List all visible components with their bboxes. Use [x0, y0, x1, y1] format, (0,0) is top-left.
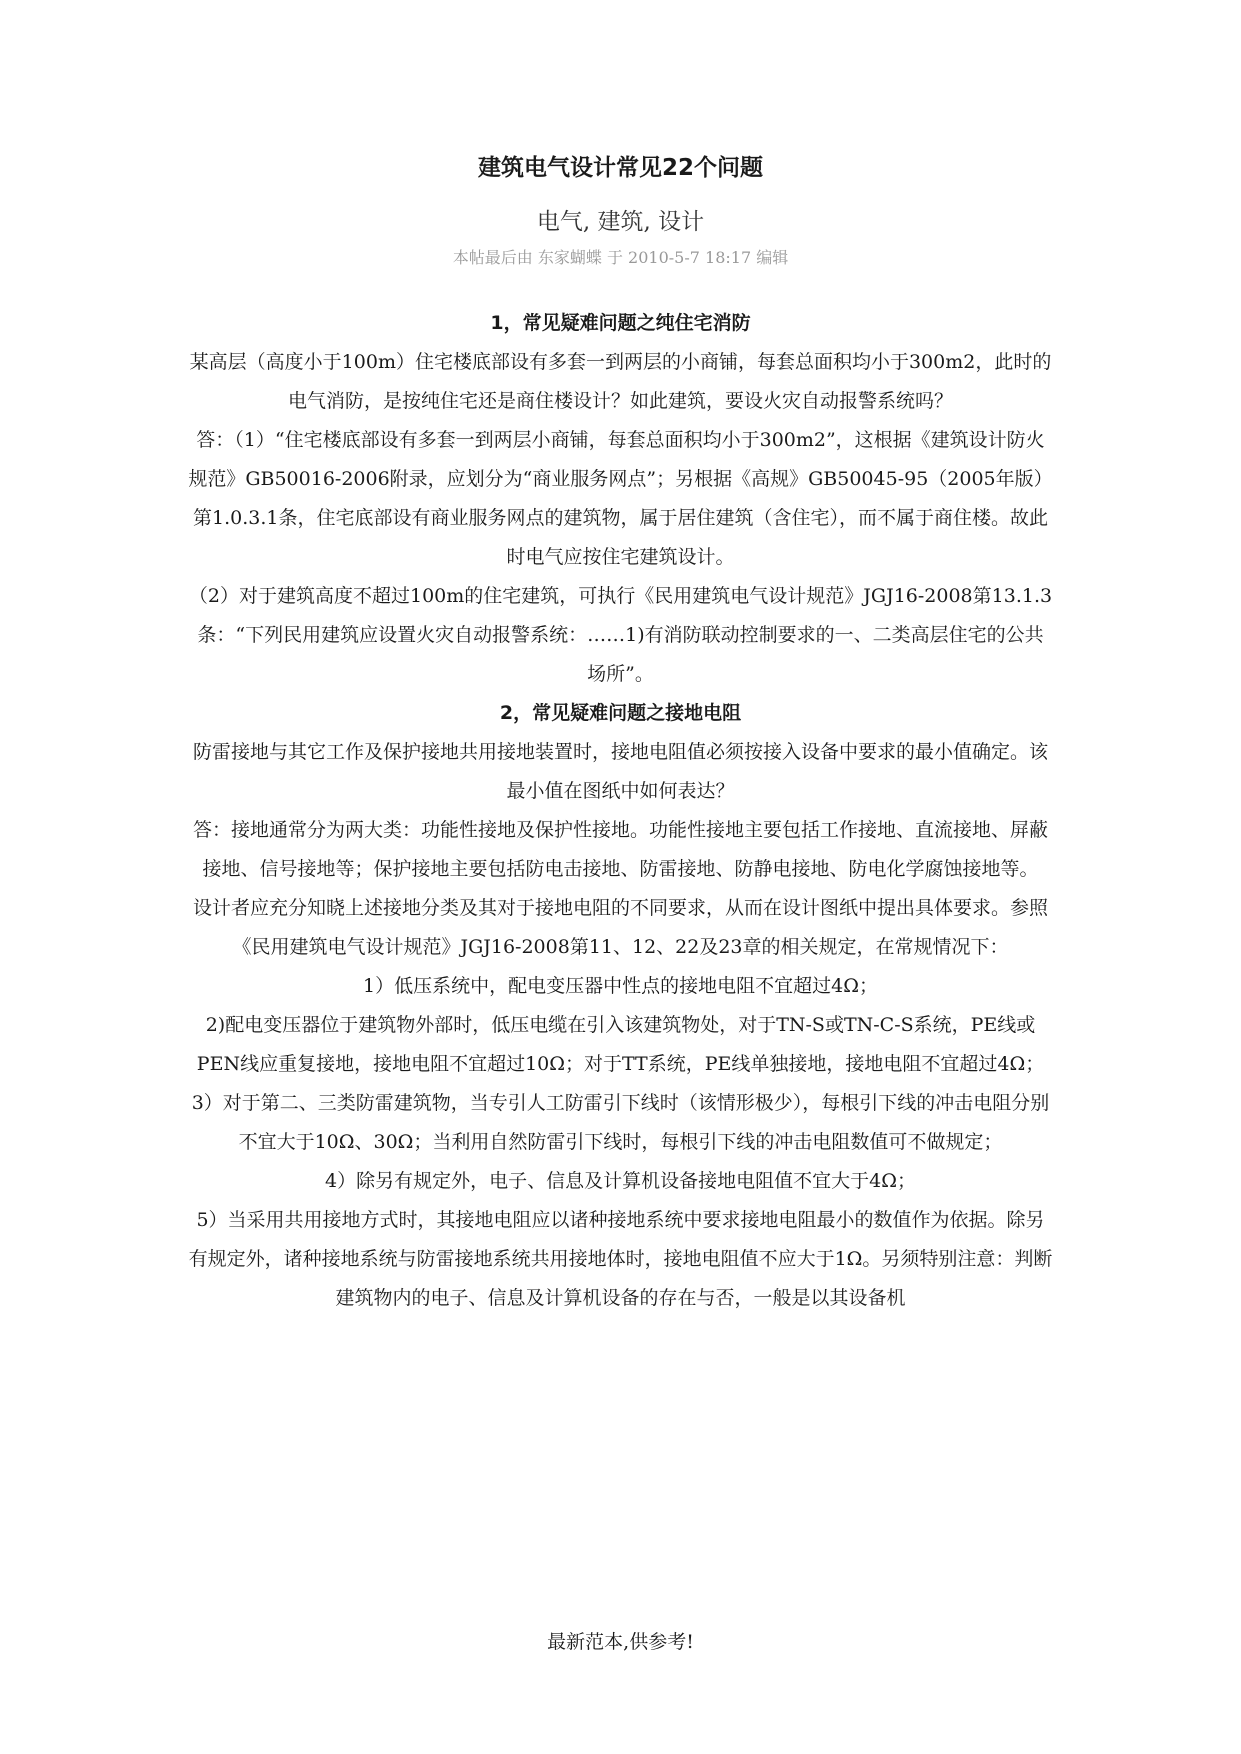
paragraph: （2）对于建筑高度不超过100m的住宅建筑，可执行《民用建筑电气设计规范》JGJ16-2008第13.1.3条：“下列民用建筑应设置火灾自动报警系统：……1)有消防联动控制要求的一、二类高层住宅的公共场所”。	[188, 585, 1053, 685]
paragraph: 设计者应充分知晓上述接地分类及其对于接地电阻的不同要求，从而在设计图纸中提出具体要求。参照《民用建筑电气设计规范》JGJ16-2008第11、12、22及23章的相关规定，在常规情况下：	[192, 897, 1048, 958]
paragraph: 某高层（高度小于100m）住宅楼底部设有多套一到两层的小商铺，每套总面积均小于300m2，此时的电气消防，是按纯住宅还是商住楼设计？如此建筑，要设火灾自动报警系统吗？	[189, 351, 1052, 412]
tag-list: 电气, 建筑, 设计	[536, 209, 705, 235]
edit-meta: 本帖最后由 东家蝴蝶 于 2010-5-7 18:17 编辑	[452, 248, 789, 267]
paragraph: 答：接地通常分为两大类：功能性接地及保护性接地。功能性接地主要包括工作接地、直流接地、屏蔽接地、信号接地等；保护接地主要包括防电击接地、防雷接地、防静电接地、防电化学腐蚀接地等。	[192, 819, 1048, 880]
paragraph: 4）除另有规定外，电子、信息及计算机设备接地电阻值不宜大于4Ω；	[325, 1170, 916, 1192]
page-footer: 最新范本,供参考!	[547, 1631, 694, 1653]
paragraph: 3）对于第二、三类防雷建筑物，当专引人工防雷引下线时（该情形极少），每根引下线的冲击电阻分别不宜大于10Ω、30Ω；当利用自然防雷引下线时，每根引下线的冲击电阻数值可不做规定；	[191, 1092, 1050, 1153]
section-fire-protection	[188, 304, 1053, 694]
document-title: 建筑电气设计常见22个问题	[477, 155, 763, 181]
paragraph: 2)配电变压器位于建筑物外部时，低压电缆在引入该建筑物处，对于TN-S或TN-C-S系统，PE线或PEN线应重复接地，接地电阻不宜超过10Ω；对于TT系统，PE线单独接地，接地电阻不宜超过4Ω；	[196, 1014, 1045, 1075]
document-body	[188, 148, 1053, 1318]
paragraph: 答：（1）“住宅楼底部设有多套一到两层小商铺，每套总面积均小于300m2”，这根据《建筑设计防火规范》GB50016-2006附录，应划分为“商业服务网点”；另根据《高规》GB50045-95（2005年版）第1.0.3.1条，住宅底部设有商业服务网点的建筑物，属于居住建筑（含住宅），而不属于商住楼。故此时电气应按住宅建筑设计。	[188, 429, 1053, 568]
section-title: 1，常见疑难问题之纯住宅消防	[490, 312, 751, 334]
paragraph: 防雷接地与其它工作及保护接地共用接地装置时，接地电阻值必须按接入设备中要求的最小值确定。该最小值在图纸中如何表达？	[192, 741, 1048, 802]
paragraph: 5）当采用共用接地方式时，其接地电阻应以诸种接地系统中要求接地电阻最小的数值作为依据。除另有规定外，诸种接地系统与防雷接地系统共用接地体时，接地电阻值不应大于1Ω。另须特别注意：判断建筑物内的电子、信息及计算机设备的存在与否，一般是以其设备机	[188, 1209, 1053, 1309]
paragraph: 1）低压系统中，配电变压器中性点的接地电阻不宜超过4Ω；	[363, 975, 878, 997]
section-grounding-resistance	[188, 694, 1053, 1318]
section-title: 2，常见疑难问题之接地电阻	[499, 702, 742, 724]
